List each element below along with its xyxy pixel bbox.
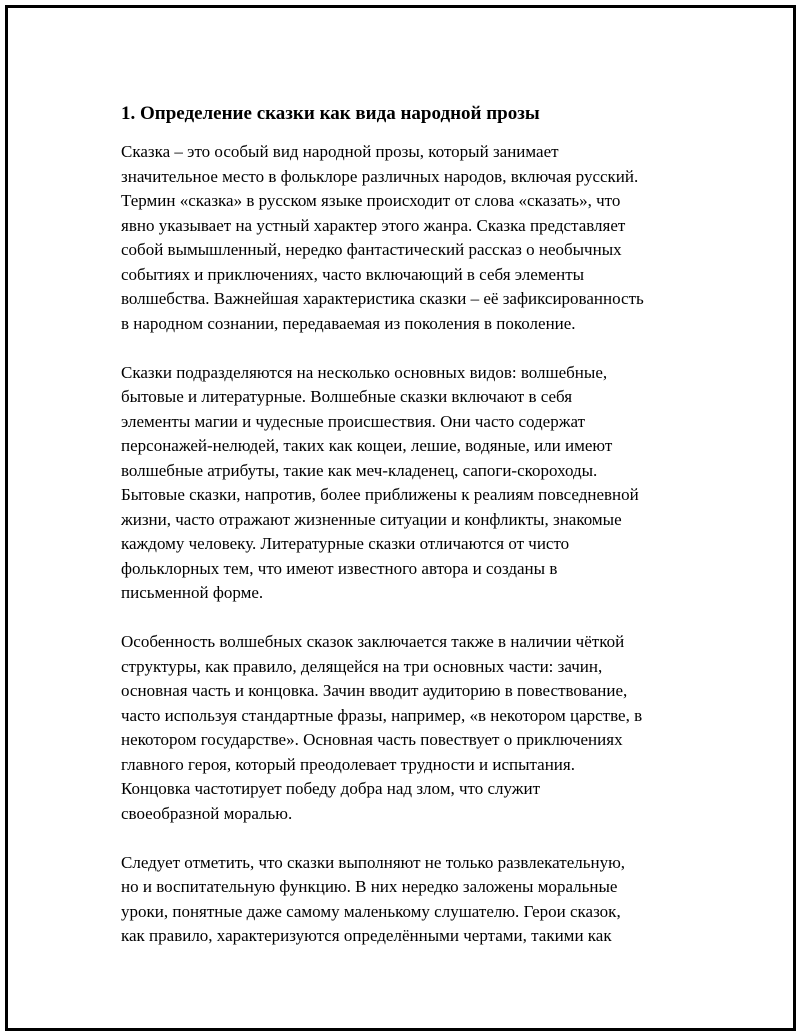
text-line: но и воспитательную функцию. В них нередко заложены моральные [121, 877, 618, 896]
text-line: Особенность волшебных сказок заключается также в наличии чёткой [121, 632, 625, 651]
paragraph-2 [121, 361, 701, 606]
text-line: Сказки подразделяются на несколько основных видов: волшебные, [121, 362, 608, 382]
text-line: волшебные атрибуты, такие как меч-кладенец, сапоги-скороходы. [121, 460, 598, 480]
paragraph-3 [121, 630, 701, 826]
text-line: уроки, понятные даже самому маленькому слушателю. Герои сказок, [121, 901, 621, 921]
text-line: фольклорных тем, что имеют известного автора и созданы в [121, 558, 558, 578]
page-frame [5, 5, 796, 1031]
text-line: волшебства. Важнейшая характеристика сказки – её зафиксированность [121, 289, 644, 308]
text-line: Следует отметить, что сказки выполняют не только развлекательную, [121, 852, 626, 872]
text-line: Термин «сказка» в русском языке происходит от слова «сказать», что [121, 191, 621, 210]
text-line: персонажей-нелюдей, таких как кощеи, лешие, водяные, или имеют [121, 436, 613, 455]
section-heading: 1. Определение сказки как вида народной прозы [121, 103, 540, 124]
text-line: Сказка – это особый вид народной прозы, который занимает [121, 142, 559, 161]
text-line: в народном сознании, передаваемая из поколения в поколение. [121, 313, 576, 333]
text-line: элементы магии и чудесные происшествия. Они часто содержат [121, 411, 585, 431]
text-line: некотором государстве». Основная часть повествует о приключениях [121, 730, 623, 749]
text-line: часто используя стандартные фразы, например, «в некотором царстве, в [121, 705, 643, 725]
text-line: значительное место в фольклоре различных народов, включая русский. [121, 166, 639, 186]
text-line: как правило, характеризуются определёнными чертами, такими как [121, 926, 612, 945]
text-line: Бытовые сказки, напротив, более приближены к реалиям повседневной [121, 485, 639, 504]
document-body [121, 101, 701, 973]
text-line: жизни, часто отражают жизненные ситуации и конфликты, знакомые [121, 509, 622, 529]
text-line: собой вымышленный, нередко фантастический рассказ о необычных [121, 240, 622, 259]
text-line: основная часть и концовка. Зачин вводит аудиторию в повествование, [121, 681, 628, 700]
paragraph-1 [121, 140, 701, 336]
text-line: событиях и приключениях, часто включающий в себя элементы [121, 264, 585, 284]
text-line: бытовые и литературные. Волшебные сказки включают в себя [121, 387, 573, 406]
text-line: явно указывает на устный характер этого жанра. Сказка представляет [121, 215, 626, 235]
text-line: Концовка частотирует победу добра над злом, что служит [121, 779, 541, 798]
text-line: структуры, как правило, делящейся на три основных части: зачин, [121, 656, 603, 676]
text-line: письменной форме. [121, 583, 264, 602]
text-line: каждому человеку. Литературные сказки отличаются от чисто [121, 534, 570, 553]
text-line: своеобразной моралью. [121, 803, 293, 823]
text-line: главного героя, который преодолевает трудности и испытания. [121, 754, 575, 774]
paragraph-4 [121, 851, 701, 949]
